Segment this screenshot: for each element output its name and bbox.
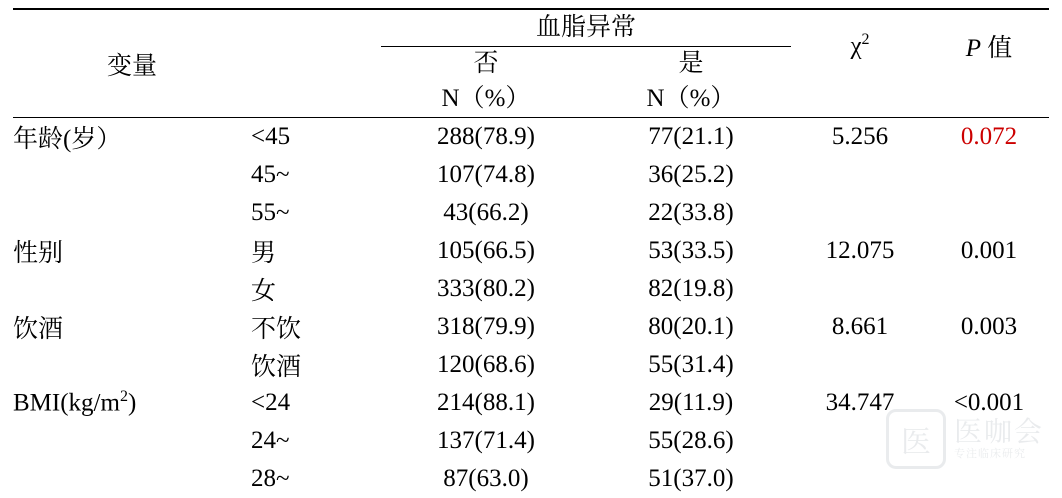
cell-level: <45 [251,123,291,150]
cell-no: 120(68.6) [437,351,535,378]
header-no: 否 [473,50,499,77]
header-n-percent-no: N（%） [441,85,531,112]
variable-text: BMI(kg/m [13,389,120,417]
cell-variable: 性别 [13,240,64,267]
cell-chi-square: 34.747 [825,389,895,416]
cell-chi-square [791,156,929,194]
table-row [13,156,1049,194]
cell-variable [13,346,251,384]
cell-level: 不饮 [251,316,302,343]
table-body [13,118,1049,498]
cell-variable: 年龄(岁） [13,126,122,153]
cell-yes: 55(28.6) [648,427,734,454]
cell-no: 214(88.1) [437,389,535,416]
cell-p-value: 0.003 [960,313,1018,340]
cell-variable [13,156,251,194]
cell-no: 105(66.5) [437,237,535,264]
cell-chi-square [791,460,929,498]
table-row [13,422,1049,460]
cell-variable [13,422,251,460]
header-group-row [13,10,1049,47]
cell-variable [13,460,251,498]
cell-yes: 82(19.8) [648,275,734,302]
cell-yes: 80(20.1) [648,313,734,340]
cell-level: 女 [251,278,277,305]
table-row [13,346,1049,384]
chi-exponent: 2 [861,30,870,48]
cell-variable [13,194,251,232]
variable-tail: ) [127,389,137,417]
cell-variable: 饮酒 [13,316,64,343]
cell-yes: 22(33.8) [648,199,734,226]
cell-no: 288(78.9) [437,123,535,150]
cell-p-value [929,194,1049,232]
cell-no: 137(71.4) [437,427,535,454]
chi-symbol: χ [850,32,862,60]
cell-p-value [929,156,1049,194]
cell-chi-square [791,346,929,384]
cell-yes: 51(37.0) [648,465,734,492]
table-row [13,270,1049,308]
cell-variable [13,270,251,308]
cell-no: 87(63.0) [443,465,529,492]
cell-no: 43(66.2) [443,199,529,226]
cell-no: 318(79.9) [437,313,535,340]
header-yes: 是 [678,50,704,77]
p-label-zh: 值 [981,34,1013,62]
cell-p-value [929,460,1049,498]
table-row [13,194,1049,232]
statistics-table [13,8,1049,498]
cell-p-value [929,270,1049,308]
header-group-dyslipidemia: 血脂异常 [381,10,791,47]
header-chi-spacer [791,81,929,118]
watermark-main-text: 医咖会 [953,416,1044,447]
cell-yes: 36(25.2) [648,161,734,188]
cell-chi-square: 8.661 [831,313,889,340]
watermark-logo-icon: 医 [886,409,946,469]
header-p-value [929,10,1049,81]
cell-level: 28~ [251,465,290,492]
cell-no: 107(74.8) [437,161,535,188]
table-row [13,308,1049,346]
header-chi-square [791,10,929,81]
cell-p-value [929,346,1049,384]
cell-yes: 53(33.5) [648,237,734,264]
table-row [13,460,1049,498]
p-symbol: P [965,34,981,62]
cell-chi-square: 5.256 [831,123,889,150]
cell-chi-square: 12.075 [825,237,895,264]
table-sheet [0,8,1062,492]
cell-yes: 55(31.4) [648,351,734,378]
cell-level: <24 [251,389,291,416]
table-row [13,384,1049,422]
watermark-sub-text: 专注临床研究 [953,448,1026,460]
cell-p-value: 0.072 [960,123,1018,150]
cell-chi-square [791,422,929,460]
header-p-spacer [929,81,1049,118]
cell-chi-square [791,270,929,308]
cell-p-value [929,422,1049,460]
cell-level: 男 [251,240,277,267]
header-level-spacer [251,10,381,118]
cell-yes: 29(11.9) [648,389,734,416]
variable-exponent: 2 [119,388,128,406]
table-row [13,118,1049,156]
cell-level: 饮酒 [251,354,302,381]
header-variable: 变量 [106,52,157,80]
cell-variable [13,384,251,422]
cell-p-value: <0.001 [953,389,1025,416]
cell-level: 24~ [251,427,290,454]
cell-level: 45~ [251,161,290,188]
table-row [13,232,1049,270]
cell-p-value: 0.001 [960,237,1018,264]
cell-yes: 77(21.1) [648,123,734,150]
header-n-percent-yes: N（%） [646,85,736,112]
cell-level: 55~ [251,199,290,226]
cell-no: 333(80.2) [437,275,535,302]
cell-chi-square [791,194,929,232]
